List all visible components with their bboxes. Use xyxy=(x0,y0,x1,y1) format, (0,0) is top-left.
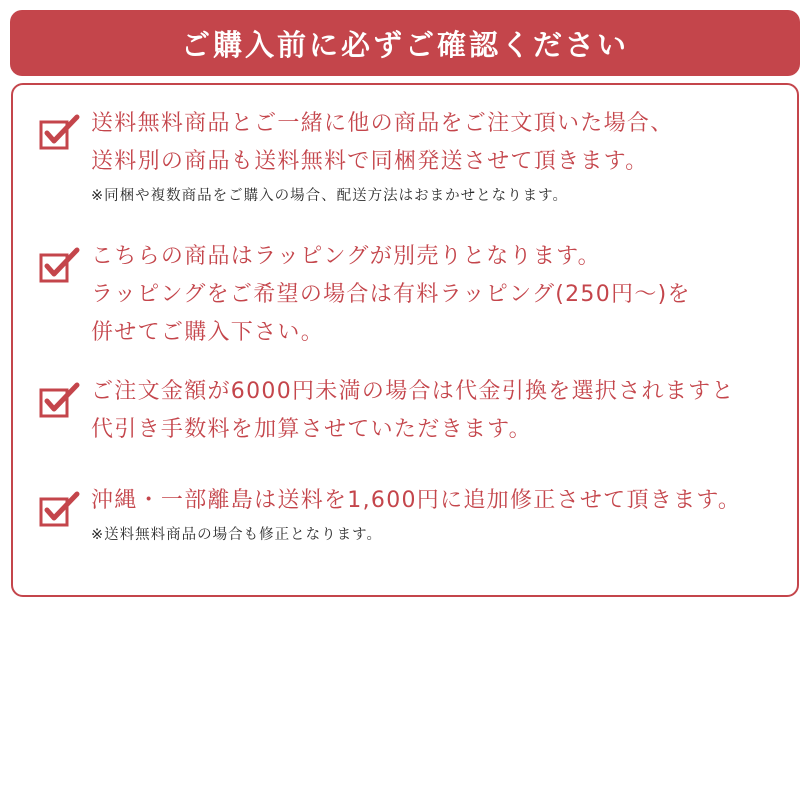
notice-line: ご注文金額が6000円未満の場合は代金引換を選択されますと xyxy=(91,379,735,404)
checkbox-check-icon xyxy=(39,381,81,419)
notice-text xyxy=(91,105,791,207)
notice-line: 沖縄・一部離島は送料を1,600円に追加修正させて頂きます。 xyxy=(91,488,742,513)
notice-note: ※同梱や複数商品をご購入の場合、配送方法はおまかせとなります。 xyxy=(91,188,568,204)
notice-line: ラッピングをご希望の場合は有料ラッピング(250円～)を xyxy=(91,282,691,307)
header-banner xyxy=(10,10,800,76)
notice-line: 送料無料商品とご一緒に他の商品をご注文頂いた場合、 xyxy=(91,111,674,136)
notice-text xyxy=(91,482,791,546)
checkbox-check-icon xyxy=(39,490,81,528)
checkbox-check-icon xyxy=(39,113,81,151)
notice-line: 併せてご購入下さい。 xyxy=(91,320,325,345)
notice-line: 代引き手数料を加算させていただきます。 xyxy=(91,417,532,442)
notice-text xyxy=(91,238,791,352)
notice-note: ※送料無料商品の場合も修正となります。 xyxy=(91,527,382,543)
notice-line: こちらの商品はラッピングが別売りとなります。 xyxy=(91,244,601,269)
notice-text xyxy=(91,373,791,449)
checkbox-check-icon xyxy=(39,246,81,284)
notice-box xyxy=(11,83,799,597)
notice-line: 送料別の商品も送料無料で同梱発送させて頂きます。 xyxy=(91,149,649,174)
page-title: ご購入前に必ずご確認ください xyxy=(180,27,629,62)
